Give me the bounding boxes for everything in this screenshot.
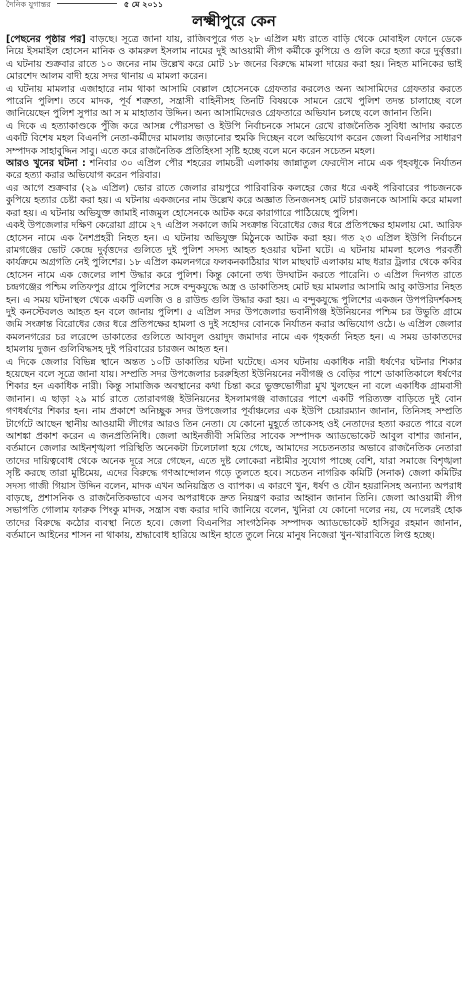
article-paragraph [6, 183, 462, 220]
paragraph-text: এর আগে শুক্রবার (২৯ এপ্রিল) ভোর রাতে জেলার রায়পুরে পারিবারিক কলহের জের ধরে একই পরিবারের পাচজনকে কুপিয়ে হত্যার চেষ্টা করা হয়। এ ঘটনায় একজনের নাম উল্লেখ করে অজ্ঞাত তিনজনসহ মোট চারজনকে আসামি করে মামলা করা হয়। এ ঘটনায় অভিযুক্ত জামাই নাজমুল হোসেনকে আটক করে কারাগারে পাঠিয়েছে পুলিশ। [6, 182, 462, 219]
paragraph-text: এ ঘটনায় মামলার এজাহারে নাম থাকা আসামি বেল্লাল হোসেনকে গ্রেফতার করলেও অন্য আসামিদের গ্রেফতার করতে পারেনি পুলিশ। তবে মাদক, পূর্ব শত্রুতা, সন্ত্রাসী বাহিনীসহ তিনটি বিষয়কে সামনে রেখে পুলিশ তদন্ত চালাচ্ছে বলে জানিয়েছেন পুলিশ সুপার আ স ম মাহাতাব উদ্দিন। অন্য আসামিদেরও গ্রেফতারে অভিযান চলছে বলে জানান তিনি। [6, 83, 462, 120]
paragraph-text: বাড়ছে। সূত্রে জানা যায়, রাজিবপুরে গত ২৮ এপ্রিল মধ্য রাতে বাড়ি থেকে মোবাইল ফোনে ডেকে নিয়ে ইসমাইল হোসেন মানিক ও কামরুল ইসলাম নামের দুই আওয়ামী লীগ কর্মীকে কুপিয়ে ও গুলি করে হত্যা করে দুর্বৃত্তরা। এ ঘটনায় শুক্রবার রাতে ১০ জনের নাম উল্লেখ করে মোট ১৮ জনের বিরুদ্ধে মামলা দায়ের করা হয়। নিহত মানিকের ভাই মোরশেদ আলম বাদী হয়ে সদর থানায় এ মামলা করেন। [6, 34, 462, 83]
publication-name: দৈনিক যুগান্তর [6, 0, 51, 9]
article-paragraph [6, 220, 462, 356]
article-paragraph [6, 84, 462, 121]
article-paragraph [6, 34, 462, 84]
paragraph-text: এ দিকে জেলার বিভিন্ন স্থানে অন্তত ১০টি ডাকাতির ঘটনা ঘটেছে। এসব ঘটনায় একাধিক নারী ধর্ষণের ঘটনার শিকার হয়েছেন বলে সূত্রে জানা যায়। সম্প্রতি সদর উপজেলার চররুহিতা ইউনিয়নের নবীগঞ্জ ও বেড়ির পাশে ডাকাতিকালে ধর্ষণের শিকার হন একাধিক নারী। কিন্তু সামাজিক অবস্থানের কথা চিন্তা করে ভুক্তভোগীরা মুখ খুলছেন না বলে একাধিক গ্রামবাসী জানান। এ ছাড়া ২৯ মার্চ রাতে তোরাবগঞ্জ ইউনিয়নের ইসলামগঞ্জ বাজারের পাশে একটি পরিত্যক্ত বাড়িতে দুই বোন গণধর্ষণের শিকার হন। নাম প্রকাশে অনিচ্ছুক সদর উপজেলার পূর্বাঞ্চলের এক ইউপি চেয়ারম্যান জানান, তিনিসহ সম্প্রতি টার্গেটে আছেন স্থানীয় আওয়ামী লীগের আরও তিন নেতা। যে কোনো মুহূর্তে তাকেসহ ওই নেতাদের হত্যা করতে পারে বলে আশঙ্কা প্রকাশ করেন এ জনপ্রতিনিধি। জেলা আইনজীবী সমিতির সাবেক সম্পাদক অ্যাডভোকেট আবুল বাশার জানান, বর্তমানে জেলার আইনশৃঙ্খলা পরিস্থিতি অনেকটা ঢিলেঢালা হয়ে গেছে, আমাদের সচেতনতার অভাবে রাজনৈতিক নেতারা তাদের দায়িত্ববোধ থেকে অনেক দূরে সরে গেছেন, এতে দুষ্ট লোকেরা নষ্টামীর সুযোগ পাচ্ছে বেশি, যারা সমাজে বিশৃঙ্খলা সৃষ্টি করছে তারা মুষ্টিমেয়, এদের বিরুদ্ধে গণআন্দোলন গড়ে তুলতে হবে। সচেতন নাগরিক কমিটি (সনাক) জেলা কমিটির সদস্য গাজী গিয়াস উদ্দিন বলেন, মাদক এখন অনিয়ন্ত্রিত ও ব্যাপক। এ কারণে খুন, ধর্ষণ ও যৌন হয়রানিসহ অন্যান্য অপরাধ বাড়ছে, প্রশাসনিক ও রাজনৈতিকভাবে এসব অপরাধকে দ্রুত নিয়ন্ত্রণ করার আহ্বান জানান তিনি। জেলা আওয়ামী লীগ সভাপতি গোলাম ফারুক পিংকু মাদক, সন্ত্রাস বন্ধ করার দাবি জানিয়ে বলেন, খুনিরা যে কোনো দলের নয়, যে দলেরই হোক তাদের বিরুদ্ধে কঠোর ব্যবস্থা নিতে হবে। জেলা বিএনপির সাংগঠনিক সম্পাদক অ্যাডভোকেট হাসিবুর রহমান জানান, বর্তমানে আইনের শাসন না থাকায়, শ্রদ্ধাবোধ হারিয়ে আইন হাতে তুলে নিয়ে মানুষ নিজেরা খুন-খারাবিতে লিপ্ত হচ্ছে। [6, 356, 462, 542]
article-paragraph [6, 357, 462, 543]
masthead [6, 0, 462, 10]
article-paragraph [6, 121, 462, 158]
paragraph-text: এ দিকে এ হত্যাকাণ্ডকে পুঁজি করে আসন্ন পৌরসভা ও ইউপি নির্বাচনকে সামনে রেখে রাজনৈতিক সুবিধা আদায় করতে একটি বিশেষ মহল বিএনপি নেতা-কর্মীদের মামলায় জড়ানোর হুমকি দিচ্ছেন বলে অভিযোগ করেন জেলা বিএনপির সাধারণ সম্পাদক সাহাবুদ্দিন সাবু। এতে করে রাজনৈতিক প্রতিহিংসা সৃষ্টি হচ্ছে বলে মনে করেন সচেতন মহল। [6, 120, 462, 157]
article-body [6, 34, 462, 986]
article-headline: লক্ষ্মীপুরে কেন [192, 12, 276, 30]
section-subhead: আরও খুনের ঘটনা : [6, 158, 86, 170]
continued-marker: [পেছনের পৃষ্ঠার পর] [6, 34, 86, 45]
paragraph-text: একই উপজেলার দক্ষিণ কেরোয়া গ্রামে ২৭ এপ্রিল সকালে জমি সংক্রান্ত বিরোধের জের ধরে প্রতিপক্ষের হামলায় মো. আরিফ হোসেন নামে এক নৈশপ্রহরী নিহত হন। এ ঘটনায় অভিযুক্ত মিঠুনকে আটক করা হয়। গত ২৩ এপ্রিল ইউপি নির্বাচনে রামগঞ্জের ভোট কেন্দ্রে দুর্বৃত্তদের গুলিতে দুই পুলিশ সদস্য আহত হওয়ার ঘটনা ঘটে। এ ঘটনায় মামলা হলেও পরবর্তী কার্যক্রমে অগ্রগতি নেই পুলিশের। ১৮ এপ্রিল কমলনগরে ফলকনকাঠিয়ার খাল মাছঘাট এলাকায় মাছ ধরার ট্রলার থেকে কবির হোসেন নামে এক জেলের লাশ উদ্ধার করে পুলিশ। কিন্তু কোনো তথ্য উদঘাটন করতে পারেনি। ৩ এপ্রিল দিনগত রাতে চন্দ্রগঞ্জের পশ্চিম লতিফপুর গ্রামে পুলিশের সঙ্গে বন্দুকযুদ্ধে অস্ত্র ও ডাকাতিসহ মোট ছয় মামলার আসামি আবু কাউসার নিহত হন। এ সময় ঘটনাস্থল থেকে একটি এলজি ও ৪ রাউন্ড গুলি উদ্ধার করা হয়। এ বন্দুকযুদ্ধে পুলিশের একজন উপপরিদর্শকসহ দুই কনস্টেবলও আহত হন বলে জানায় পুলিশ। ৫ এপ্রিল সদর উপজেলার ভবানীগঞ্জ ইউনিয়নের পশ্চিম চর উভুতি গ্রামে জমি সংক্রান্ত বিরোধের জের ধরে প্রতিপক্ষের হামলা ও দুই সহোদর বোনকে নির্যাতন করার অভিযোগ ওঠে। ৬ এপ্রিল জেলার কমলনগরের চর লরেন্সে ডাকাতের গুলিতে আবদুল ওয়াদুদ জমাদার নামে এক গৃহকর্তা নিহত হন। এ সময় ডাকাতদের হামলায় দুজন গুলিবিদ্ধসহ দুই পরিবারের চারজন আহত হন। [6, 220, 462, 356]
paragraph-text: শনিবার ৩০ এপ্রিল পৌর শহরের লামচরী এলাকায় জান্নাতুল ফেরদৌস নামে এক গৃহবধূকে নির্যাতন করে হত্যা করার অভিযোগ করেন পরিবার। [6, 158, 462, 182]
article-paragraph [6, 158, 462, 183]
publication-date: ৫ মে ২০১১ [123, 0, 164, 9]
masthead-rule [57, 3, 117, 4]
